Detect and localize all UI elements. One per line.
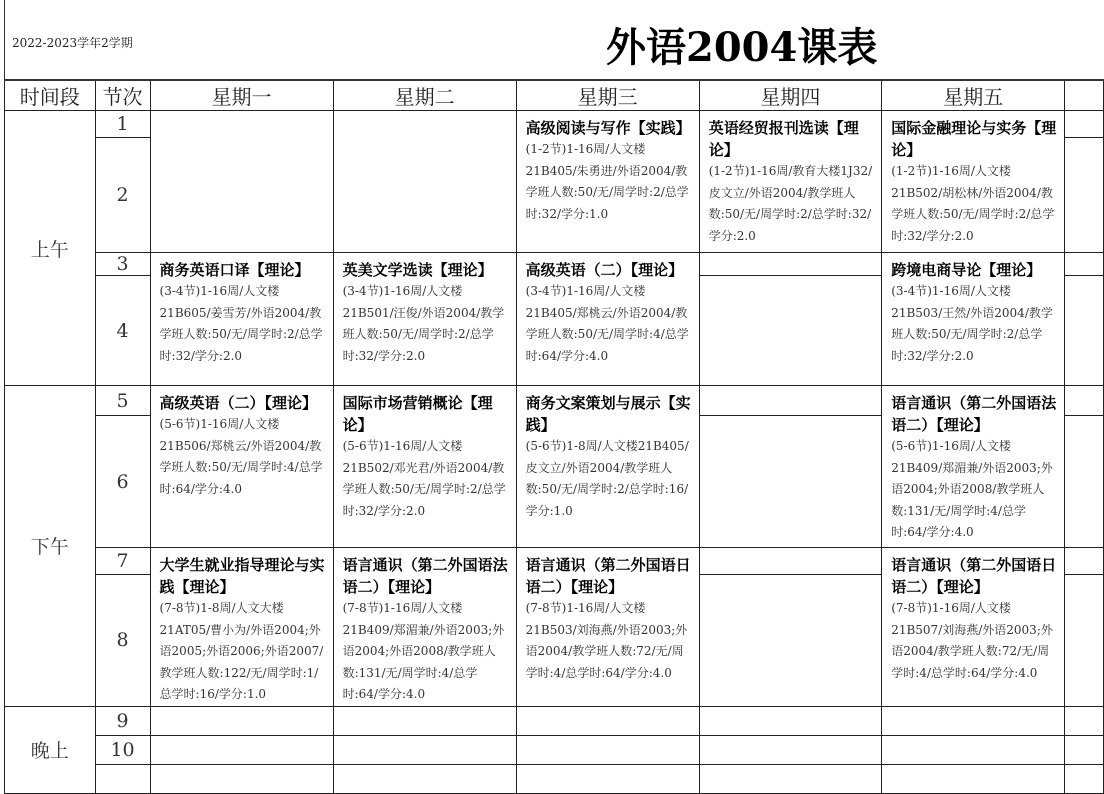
header-period: 时间段 — [5, 80, 96, 111]
cell-extra — [1065, 548, 1104, 575]
cell-thu-8 — [699, 575, 882, 706]
cell-extra — [1065, 764, 1104, 793]
cell-wed-11 — [516, 764, 699, 793]
slot-9: 9 — [95, 706, 150, 735]
course-name: 跨境电商导论【理论】 — [891, 261, 1042, 279]
slot-11 — [95, 764, 150, 793]
course-name: 商务英语口译【理论】 — [159, 261, 310, 279]
course-name: 国际金融理论与实务【理论】 — [891, 119, 1057, 159]
cell-extra — [1065, 735, 1104, 764]
slot-6: 6 — [95, 416, 150, 548]
cell-thu-5 — [699, 386, 882, 416]
course-name: 大学生就业指导理论与实践【理论】 — [159, 556, 325, 596]
cell-fri-9 — [882, 706, 1065, 735]
course-name: 国际市场营销概论【理论】 — [342, 394, 493, 434]
course-name: 高级阅读与写作【实践】 — [525, 119, 691, 137]
course-cell[interactable] — [882, 253, 1065, 386]
period-morning: 上午 — [5, 111, 96, 386]
course-name: 语言通识（第二外国语日语二）【理论】 — [525, 556, 691, 596]
course-cell[interactable] — [150, 253, 333, 386]
slot-row-5 — [5, 386, 1104, 416]
course-info: (7-8节)1-16周/人文楼21B507/刘海燕/外语2003;外语2004/教学班人数:72/无/周学时:4/总学时:64/学分:4.0 — [891, 601, 1053, 680]
cell-tue-1-2 — [333, 111, 516, 253]
course-cell[interactable] — [516, 386, 699, 548]
course-cell[interactable] — [882, 111, 1065, 253]
cell-mon-10 — [150, 735, 333, 764]
slot-row-9 — [5, 706, 1104, 735]
course-cell[interactable] — [699, 111, 882, 253]
cell-extra — [1065, 575, 1104, 706]
header-day-thu: 星期四 — [699, 80, 882, 111]
course-name: 英美文学选读【理论】 — [342, 261, 493, 279]
slot-2: 2 — [95, 138, 150, 253]
slot-row-3 — [5, 253, 1104, 276]
course-info: (1-2节)1-16周/人文楼21B502/胡松林/外语2004/教学班人数:50/无/周学时:2/总学时:32/学分:2.0 — [891, 164, 1055, 243]
course-info: (7-8节)1-16周/人文楼21B503/刘海燕/外语2003;外语2004/教学班人数:72/无/周学时:4/总学时:64/学分:4.0 — [525, 601, 688, 680]
cell-extra — [1065, 111, 1104, 138]
slot-3: 3 — [95, 253, 150, 276]
cell-extra — [1065, 138, 1104, 253]
cell-wed-10 — [516, 735, 699, 764]
course-info: (3-4节)1-16周/人文楼21B405/郑桃云/外语2004/教学班人数:50/无/周学时:4/总学时:64/学分:4.0 — [525, 284, 689, 363]
course-info: (5-6节)1-16周/人文楼21B506/郑桃云/外语2004/教学班人数:50/无/周学时:4/总学时:64/学分:4.0 — [159, 417, 323, 496]
cell-thu-4 — [699, 276, 882, 386]
course-name: 高级英语（二）【理论】 — [159, 394, 318, 412]
cell-fri-10 — [882, 735, 1065, 764]
course-info: (3-4节)1-16周/人文楼21B605/姜雪芳/外语2004/教学班人数:50/无/周学时:2/总学时:32/学分:2.0 — [159, 284, 323, 363]
cell-tue-9 — [333, 706, 516, 735]
period-evening: 晚上 — [5, 706, 96, 793]
cell-extra — [1065, 386, 1104, 416]
course-name: 语言通识（第二外国语法语二）【理论】 — [342, 556, 508, 596]
cell-fri-11 — [882, 764, 1065, 793]
course-info: (7-8节)1-16周/人文楼21B409/郑湄兼/外语2003;外语2004;外语2008/教学班人数:131/无/周学时:4/总学时:64/学分:4.0 — [342, 601, 505, 701]
course-cell[interactable] — [150, 548, 333, 707]
slot-4: 4 — [95, 276, 150, 386]
slot-7: 7 — [95, 548, 150, 575]
cell-mon-1-2 — [150, 111, 333, 253]
slot-1: 1 — [95, 111, 150, 138]
cell-mon-9 — [150, 706, 333, 735]
slot-8: 8 — [95, 575, 150, 706]
header-day-mon: 星期一 — [150, 80, 333, 111]
cell-thu-10 — [699, 735, 882, 764]
course-info: (5-6节)1-16周/人文楼21B502/邓光君/外语2004/教学班人数:50/无/周学时:2/总学时:32/学分:2.0 — [342, 439, 506, 518]
course-info: (3-4节)1-16周/人文楼21B501/汪俊/外语2004/教学班人数:50/无/周学时:2/总学时:32/学分:2.0 — [342, 284, 505, 363]
course-name: 英语经贸报刊选读【理论】 — [708, 119, 859, 159]
cell-tue-10 — [333, 735, 516, 764]
cell-extra — [1065, 416, 1104, 548]
cell-mon-11 — [150, 764, 333, 793]
cell-tue-11 — [333, 764, 516, 793]
slot-10: 10 — [95, 735, 150, 764]
course-name: 商务文案策划与展示【实践】 — [525, 394, 691, 434]
cell-extra — [1065, 253, 1104, 276]
header-extra — [1065, 80, 1104, 111]
course-cell[interactable] — [516, 548, 699, 707]
header-day-wed: 星期三 — [516, 80, 699, 111]
course-cell[interactable] — [516, 111, 699, 253]
semester-label: 2022-2023学年2学期 — [12, 36, 133, 50]
slot-5: 5 — [95, 386, 150, 416]
course-info: (3-4节)1-16周/人文楼21B503/王然/外语2004/教学班人数:50/无/周学时:2/总学时:32/学分:2.0 — [891, 284, 1053, 363]
course-name: 语言通识（第二外国语法语二）【理论】 — [891, 394, 1057, 434]
timetable — [4, 79, 1104, 794]
course-info: (5-6节)1-8周/人文楼21B405/皮文立/外语2004/教学班人数:50/无/周学时:2/总学时:16/学分:1.0 — [525, 439, 689, 518]
course-cell[interactable] — [516, 253, 699, 386]
course-name: 高级英语（二）【理论】 — [525, 261, 684, 279]
header-row — [5, 80, 1104, 111]
cell-thu-11 — [699, 764, 882, 793]
cell-thu-7 — [699, 548, 882, 575]
cell-extra — [1065, 276, 1104, 386]
course-name: 语言通识（第二外国语日语二）【理论】 — [891, 556, 1057, 596]
slot-row-1 — [5, 111, 1104, 138]
course-info: (5-6节)1-16周/人文楼21B409/郑湄兼/外语2003;外语2004;外语2008/教学班人数:131/无/周学时:4/总学时:64/学分:4.0 — [891, 439, 1053, 539]
header-slot: 节次 — [95, 80, 150, 111]
cell-extra — [1065, 706, 1104, 735]
course-cell[interactable] — [882, 386, 1065, 548]
course-info: (1-2节)1-16周/教育大楼1J32/皮文立/外语2004/教学班人数:50/无/周学时:2/总学时:32/学分:2.0 — [708, 164, 873, 243]
header-day-tue: 星期二 — [333, 80, 516, 111]
course-cell[interactable] — [333, 548, 516, 707]
cell-thu-6 — [699, 416, 882, 548]
slot-row-11 — [5, 764, 1104, 793]
course-cell[interactable] — [333, 253, 516, 386]
slot-row-10 — [5, 735, 1104, 764]
period-afternoon: 下午 — [5, 386, 96, 707]
cell-wed-9 — [516, 706, 699, 735]
header-day-fri: 星期五 — [882, 80, 1065, 111]
course-info: (1-2节)1-16周/人文楼21B405/朱勇进/外语2004/教学班人数:50/无/周学时:2/总学时:32/学分:1.0 — [525, 142, 689, 221]
course-cell[interactable] — [333, 386, 516, 548]
cell-thu-3 — [699, 253, 882, 276]
course-cell[interactable] — [150, 386, 333, 548]
page-left-border — [4, 0, 5, 80]
slot-row-7 — [5, 548, 1104, 575]
course-info: (7-8节)1-8周/人文大楼21AT05/曹小为/外语2004;外语2005;外语2006;外语2007/教学班人数:122/无/周学时:1/总学时:16/学分:1.0 — [159, 601, 324, 701]
course-cell[interactable] — [882, 548, 1065, 707]
page-title: 外语2004课表 — [606, 24, 878, 71]
cell-thu-9 — [699, 706, 882, 735]
